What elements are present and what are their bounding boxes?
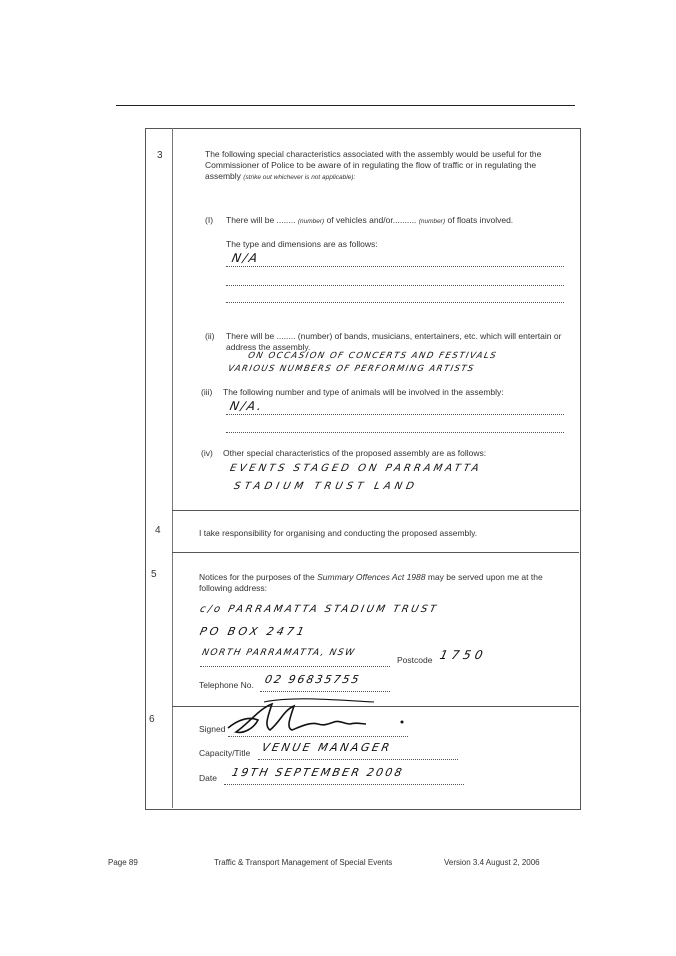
telephone-underline [260,690,390,692]
item-i-text-a: There will be ........ [226,215,296,225]
date-underline [224,783,464,785]
section-3-bottom-rule [172,510,579,511]
capacity-label: Capacity/Title [199,748,251,758]
date-value: 19TH SEPTEMBER 2008 [230,766,406,779]
address-line-2: PO BOX 2471 [198,625,309,638]
item-i-text [226,215,576,227]
item-i-number-2: (number) [418,218,446,225]
section-3-intro-note: (strike out whichever is not applicable): [243,174,356,181]
section-6-number: 6 [149,714,155,725]
item-ii-text: There will be ........ (number) of bands, musicians, entertainers, etc. which will entertain or address the assembly. [226,331,562,352]
footer-version: Version 3.4 August 2, 2006 [444,858,540,867]
address-line-3-underline [200,665,390,667]
item-iii-answer: N/A. [228,399,265,413]
item-i-type-label: The type and dimensions are as follows: [226,239,378,249]
item-i-label: (I) [205,215,214,225]
section-3-intro [205,149,573,183]
item-ii-answer-line-1: ON OCCASION OF CONCERTS AND FESTIVALS [246,351,499,361]
section-4-bottom-rule [172,552,579,553]
item-iv-answer-line-2: STADIUM TRUST LAND [232,481,419,492]
capacity-underline [258,758,458,760]
header-rule [116,105,575,106]
section-5-text-a: Notices for the purposes of the [199,572,315,582]
item-i-number-1: (number) [297,218,325,225]
section-5-act: Summary Offences Act 1988 [317,572,426,582]
telephone-label: Telephone No. [199,680,254,690]
address-line-1: c/o PARRAMATTA STADIUM TRUST [198,604,440,615]
section-3-number: 3 [157,150,163,161]
item-i-line-2 [226,284,564,286]
telephone-value: 02 96835755 [263,673,362,686]
item-i-line-3 [226,301,564,303]
section-5-number: 5 [151,569,157,580]
item-iii-line-1 [226,413,564,415]
capacity-value: VENUE MANAGER [260,741,393,754]
item-iii-label: (iii) [201,387,213,397]
postcode-value: 1750 [438,648,489,662]
item-ii-label: (ii) [205,331,215,341]
item-iv-text: Other special characteristics of the proposed assembly are as follows: [223,448,487,458]
section-4-text: I take responsibility for organising and conducting the proposed assembly. [199,528,478,538]
item-iv-label: (iv) [201,448,213,458]
section-5-text-b: may be served upon me at the following address: [199,572,543,593]
item-iii-text: The following number and type of animals will be involved in the assembly: [223,387,504,397]
item-i-answer: N/A [230,251,261,265]
section-5-text [199,572,564,594]
item-iii-line-2 [226,431,564,433]
item-iv-answer-line-1: EVENTS STAGED ON PARRAMATTA [228,463,483,474]
section-4-number: 4 [155,525,161,536]
postcode-label: Postcode [397,655,433,665]
item-i-line-1 [226,265,564,267]
date-label: Date [199,773,217,783]
item-ii-answer-line-2: VARIOUS NUMBERS OF PERFORMING ARTISTS [226,364,476,374]
footer-title: Traffic & Transport Management of Special Events [214,858,393,867]
item-i-text-b: of vehicles and/or.......... [326,215,417,225]
signed-label: Signed [199,724,226,734]
footer-page: Page 89 [108,858,138,867]
item-i-text-c: of floats involved. [447,215,514,225]
address-line-3: NORTH PARRAMATTA, NSW [200,648,357,658]
signed-underline [228,735,408,737]
section-3-intro-text: The following special characteristics associated with the assembly would be useful for the Commissioner of Police to be aware of in regulating the flow of traffic or in regulating the assembly [205,149,542,181]
